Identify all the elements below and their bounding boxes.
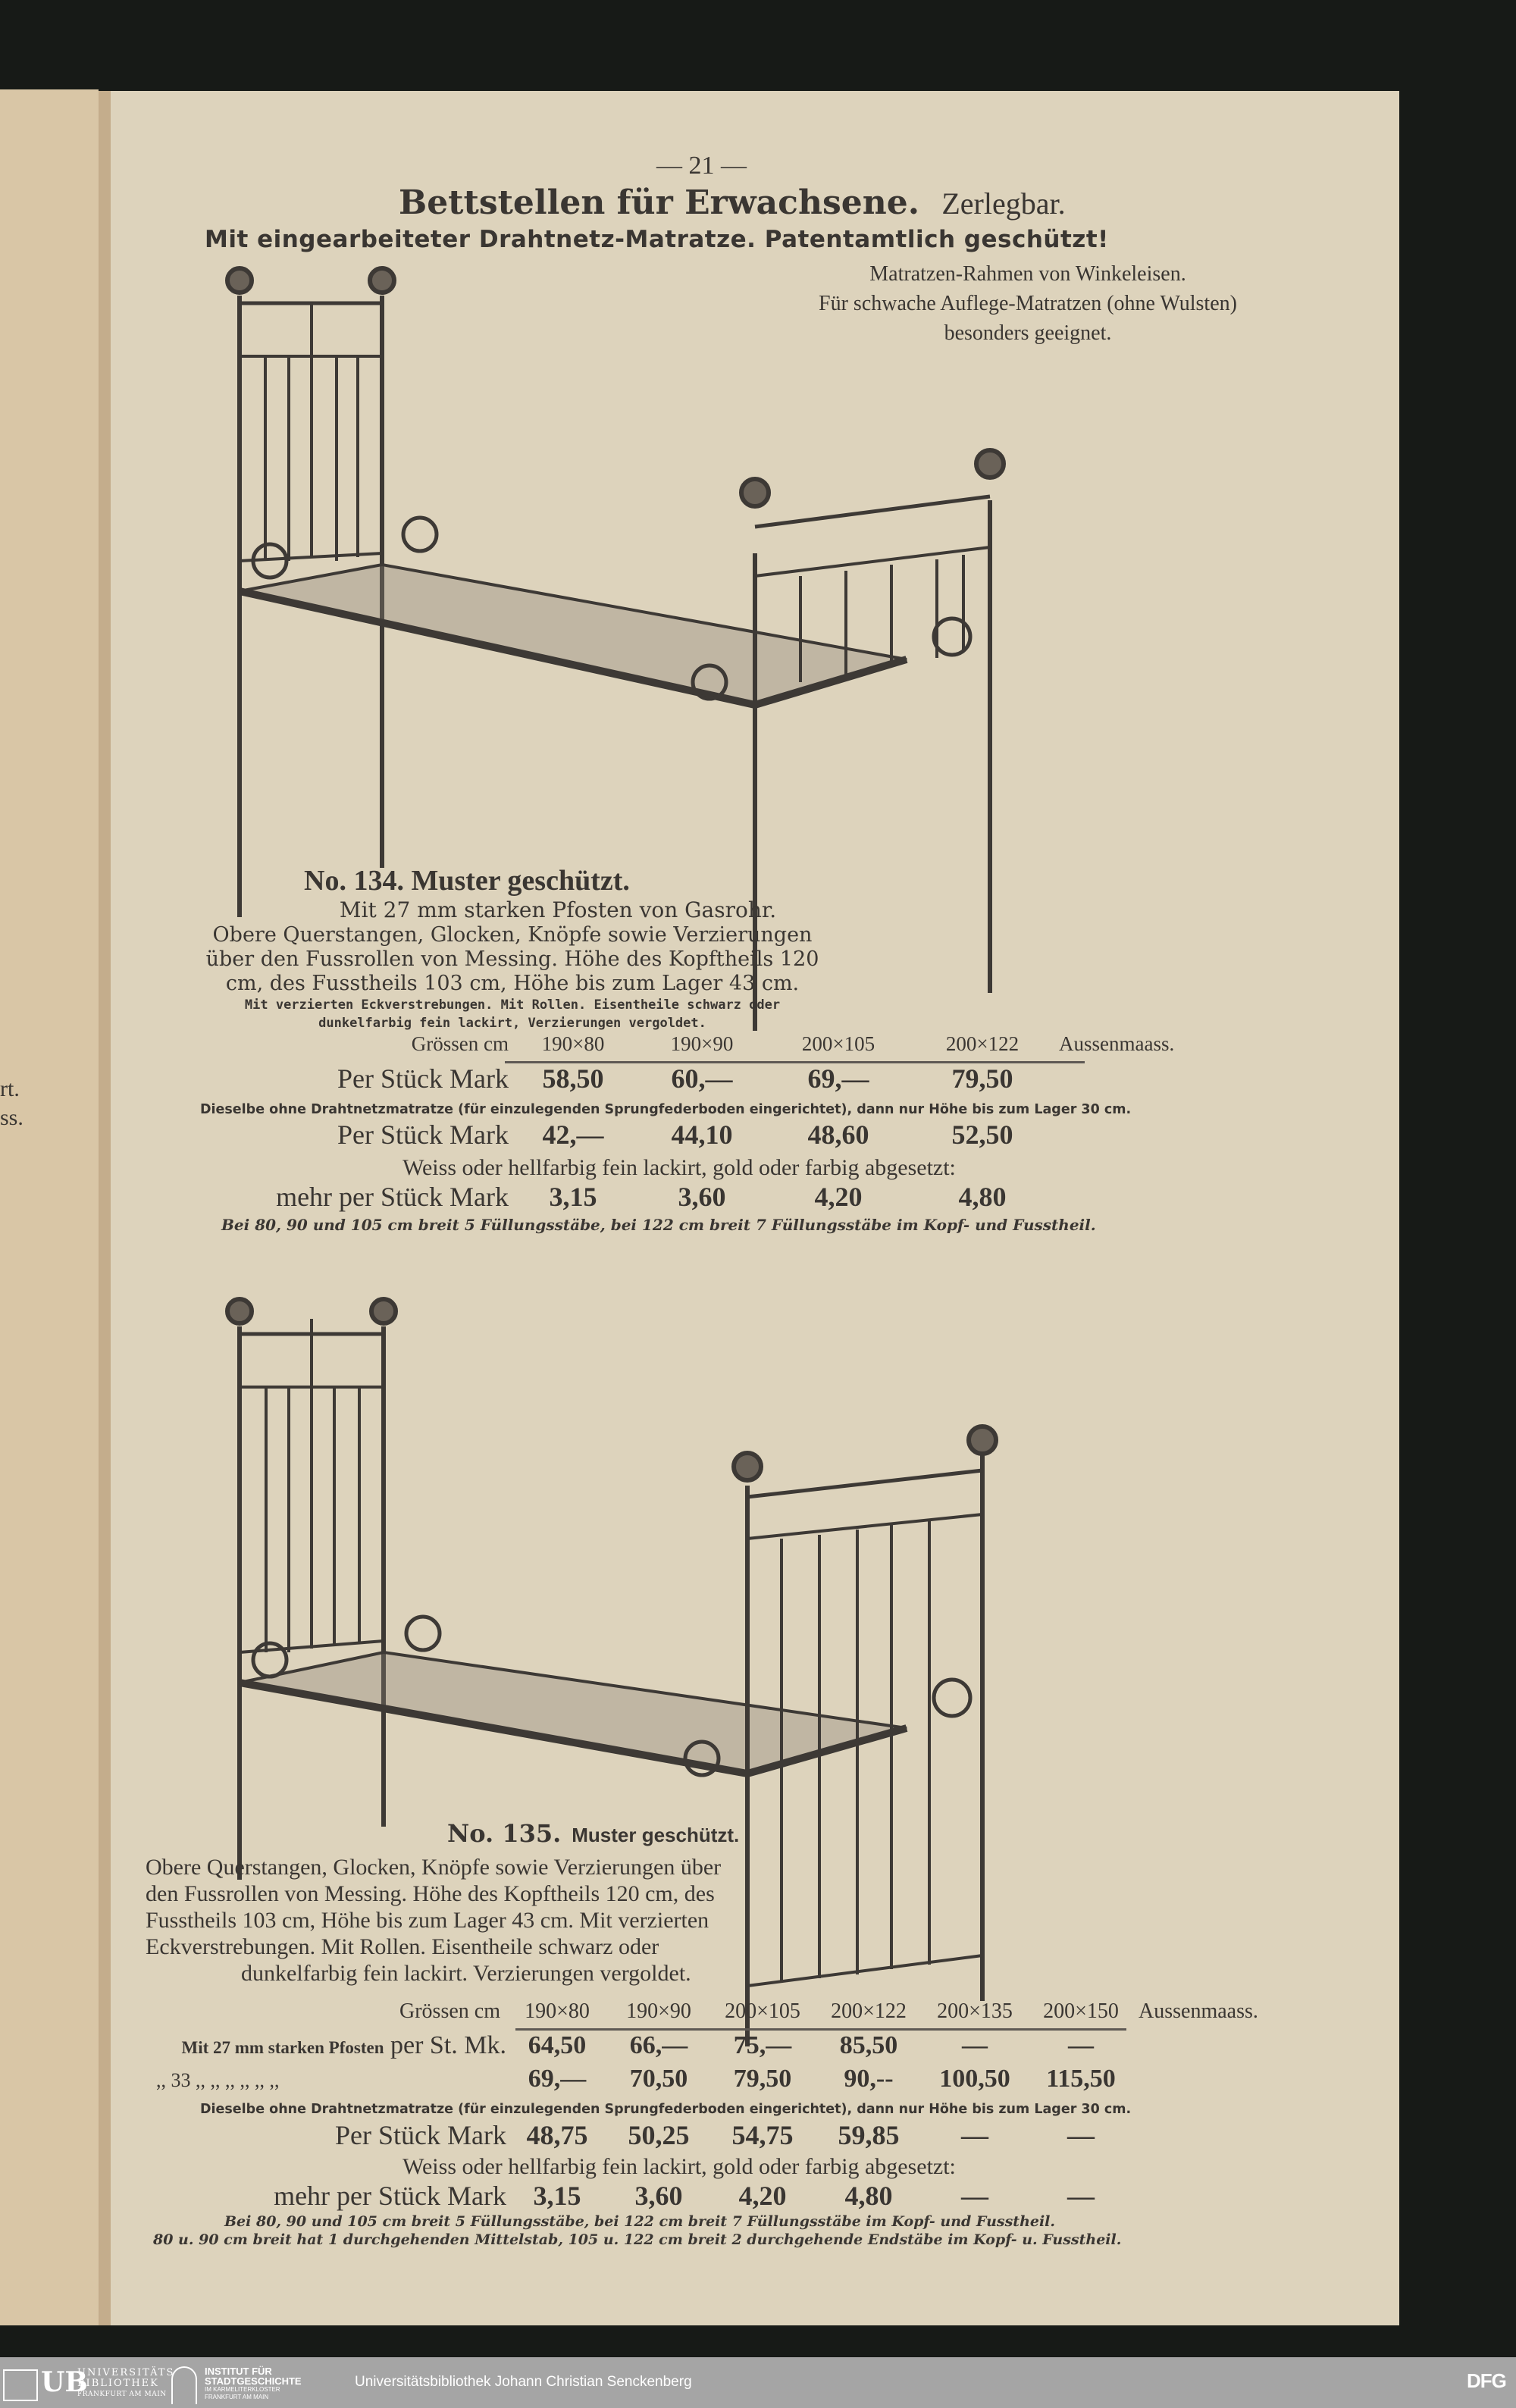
model-135-without-row [221, 2119, 1134, 2151]
bed-knob [734, 1453, 761, 1480]
model-134-price-row [312, 1063, 1054, 1094]
description-line: Obere Querstangen, Glocken, Knöpfe sowie Verzierungen [212, 923, 813, 947]
price-cell: 4,20 [738, 2181, 787, 2211]
model-135-heading-rest: Muster geschützt. [572, 1824, 740, 1846]
price-cell: 69,— [528, 2065, 587, 2093]
description-line: cm, des Fusstheils 103 cm, Höhe bis zum Lager 43 cm. [225, 972, 800, 995]
dfg-logo: DFG [1467, 2369, 1506, 2392]
row-label-small: Mit 27 mm starken Pfosten [181, 2038, 384, 2057]
price-cell: 75,— [733, 2031, 792, 2059]
price-cell: 64,50 [528, 2031, 587, 2059]
institut-logo-text [205, 2366, 302, 2401]
ub-portrait-icon [3, 2369, 38, 2401]
model-134-without-note: Dieselbe ohne Drahtnetzmatratze (für einzulegenden Sprungfederboden eingerichtet), dann nur Höhe bis zum Lager 30 cm. [200, 1102, 1132, 1117]
left-page-fragment: ss. [0, 1105, 23, 1130]
book-gutter [99, 91, 111, 2325]
model-135-without-note: Dieselbe ohne Drahtnetzmatratze (für einzulegenden Sprungfederboden eingerichtet), dann nur Höhe bis zum Lager 30 cm. [200, 2102, 1132, 2117]
size-cell: 190×90 [670, 1032, 734, 1055]
price-cell: 3,60 [634, 2181, 683, 2211]
description-line: den Fussrollen von Messing. Höhe des Kopftheils 120 cm, des [146, 1881, 715, 1906]
model-135-extra-row [146, 2180, 1134, 2212]
model-135-description [146, 1854, 721, 1987]
size-cell: 200×122 [831, 1999, 907, 2023]
price-cell: 42,— [542, 1119, 604, 1150]
model-135-sizes-row [379, 1999, 1258, 2024]
description-line: über den Fussrollen von Messing. Höhe des Kopftheils 120 [205, 947, 819, 971]
price-cell: 90,-- [844, 2065, 894, 2093]
size-cell: 200×135 [937, 1999, 1013, 2023]
price-cell: 59,85 [838, 2120, 900, 2150]
intro-line: besonders geeignet. [944, 321, 1112, 345]
price-label: mehr per Stück Mark [276, 1182, 509, 1212]
price-label: Per Stück Mark [337, 1119, 509, 1150]
description-line: dunkelfarbig fein lackirt. Verzierungen vergoldet. [241, 1961, 691, 1986]
price-cell: 3,60 [678, 1182, 726, 1212]
price-cell: 48,75 [526, 2120, 588, 2150]
price-cell: 79,50 [733, 2065, 792, 2093]
institut-logo-line: FRANKFURT AM MAIN [205, 2394, 269, 2400]
ub-logo-line: UNIVERSITÄTS [77, 2367, 175, 2378]
bed-knob [227, 268, 252, 293]
size-cell: 190×80 [525, 1999, 590, 2023]
page-title [399, 183, 1066, 222]
price-cell: 3,15 [533, 2181, 581, 2211]
size-cell: 200×105 [801, 1032, 875, 1055]
price-cell: 52,50 [951, 1119, 1013, 1150]
price-cell: 4,80 [844, 2181, 893, 2211]
model-135-row-27mm [146, 2031, 1134, 2060]
model-135-footnote: 80 u. 90 cm breit hat 1 durchgehenden Mittelstab, 105 u. 122 cm breit 2 durchgehende Endstäbe im Kopf- u. Fusstheil. [153, 2231, 1122, 2248]
catalog-page [111, 91, 1399, 2325]
model-134-lacquer-note: Weiss oder hellfarbig fein lackirt, gold oder farbig abgesetzt: [402, 1155, 956, 1180]
price-cell: 58,50 [542, 1063, 604, 1094]
intro-line: Für schwache Auflege-Matratzen (ohne Wulsten) [819, 292, 1237, 315]
price-cell: 69,— [807, 1063, 869, 1094]
price-cell: — [961, 2120, 988, 2150]
small-note-line: dunkelfarbig fein lackirt, Verzierungen vergoldet. [318, 1016, 706, 1031]
model-134-footnote: Bei 80, 90 und 105 cm breit 5 Füllungsstäbe, bei 122 cm breit 7 Füllungsstäbe im Kopf- und Fusstheil. [221, 1216, 1096, 1234]
price-cell: 50,25 [628, 2120, 690, 2150]
description-line: Obere Querstangen, Glocken, Knöpfe sowie Verzierungen über [146, 1855, 722, 1880]
institut-logo-line: INSTITUT FÜR [205, 2366, 272, 2377]
page-title-bold: Bettstellen für Erwachsene. [399, 183, 920, 222]
institut-logo-line: IM KARMELITERKLOSTER [205, 2386, 280, 2393]
ub-logo-line: BIBLIOTHEK [77, 2378, 159, 2389]
price-cell: 60,— [671, 1063, 733, 1094]
institut-logo-line: STADTGESCHICHTE [205, 2375, 302, 2387]
price-cell: 115,50 [1046, 2065, 1116, 2093]
page-title-light: Zerlegbar. [941, 186, 1066, 221]
institut-arch-icon [171, 2366, 197, 2404]
left-page-edge [0, 89, 99, 2325]
page-number: — 21 — [656, 152, 747, 180]
footer-bar [0, 2357, 1516, 2408]
description-line: Eckverstrebungen. Mit Rollen. Eisentheile schwarz oder [146, 1934, 659, 1959]
bed-knob [969, 1426, 996, 1454]
price-cell: 100,50 [939, 2065, 1010, 2093]
left-page-fragment: rt. [0, 1076, 20, 1101]
row-label-ditto: ,, 33 ,, ,, ,, ,, ,, ,, [156, 2069, 280, 2091]
price-cell: — [961, 2181, 988, 2211]
price-cell: 54,75 [731, 2120, 794, 2150]
model-134-small-notes [171, 996, 854, 1032]
size-cell: 190×90 [626, 1999, 691, 2023]
model-134-without-row [312, 1119, 1054, 1151]
price-cell: 85,50 [839, 2031, 898, 2059]
bed-knob [227, 1299, 252, 1323]
library-name: Universitätsbibliothek Johann Christian Senckenberg [355, 2374, 692, 2390]
price-cell: 79,50 [951, 1063, 1013, 1094]
price-cell: — [1068, 2031, 1094, 2059]
price-cell: 70,50 [629, 2065, 688, 2093]
model-134-sizes-row [357, 1032, 1174, 1056]
bed-knob [371, 1299, 396, 1323]
model-134-line1: Mit 27 mm starken Pfosten von Gasrohr. [339, 897, 777, 922]
size-cell: 190×80 [541, 1032, 605, 1055]
table-rule [515, 2028, 1126, 2031]
price-label: Per Stück Mark [337, 1063, 509, 1094]
page-subtitle: Mit eingearbeiteter Drahtnetz-Matratze. Patentamtlich geschützt! [205, 226, 1109, 253]
model-135-footnote: Bei 80, 90 und 105 cm breit 5 Füllungsstäbe, bei 122 cm breit 7 Füllungsstäbe im Kopf- und Fusstheil. [224, 2213, 1056, 2230]
row-label [146, 2031, 506, 2060]
size-cell: 200×150 [1043, 1999, 1119, 2023]
model-134-extra-row [266, 1181, 1054, 1213]
model-134-heading: No. 134. Muster geschützt. [304, 865, 630, 897]
sizes-label: Grössen cm [411, 1032, 509, 1055]
size-cell: 200×105 [725, 1999, 800, 2023]
price-cell: 44,10 [671, 1119, 733, 1150]
price-cell: 48,60 [807, 1119, 869, 1150]
price-label: Per Stück Mark [335, 2120, 506, 2150]
description-line: Fusstheils 103 cm, Höhe bis zum Lager 43 cm. Mit verzierten [146, 1908, 709, 1933]
bed-knob [741, 479, 769, 506]
ub-logo-line: FRANKFURT AM MAIN [77, 2391, 167, 2398]
price-label: mehr per Stück Mark [274, 2181, 506, 2211]
price-cell: — [962, 2031, 988, 2059]
bed-knob [370, 268, 394, 293]
price-cell: 66,— [629, 2031, 688, 2059]
size-cell: 200×122 [945, 1032, 1020, 1055]
ub-mark: UB [41, 2366, 88, 2398]
intro-line: Matratzen-Rahmen von Winkeleisen. [869, 262, 1186, 286]
sizes-suffix: Aussenmaass. [1059, 1032, 1175, 1055]
price-cell: — [1067, 2181, 1095, 2211]
model-135-lacquer-note: Weiss oder hellfarbig fein lackirt, gold oder farbig abgesetzt: [402, 2154, 956, 2179]
sizes-label: Grössen cm [399, 1999, 500, 2023]
sizes-suffix: Aussenmaass. [1139, 1999, 1258, 2023]
bed-knob [976, 450, 1004, 478]
model-135-number: No. 135. [447, 1819, 562, 1848]
model-134-description [171, 923, 854, 996]
price-cell: 4,20 [814, 1182, 863, 1212]
small-note-line: Mit verzierten Eckverstrebungen. Mit Rollen. Eisentheile schwarz oder [244, 997, 781, 1013]
price-cell: — [1067, 2120, 1095, 2150]
row-label-main: per St. Mk. [390, 2031, 506, 2059]
price-cell: 4,80 [958, 1182, 1007, 1212]
ub-logo-text [77, 2368, 174, 2400]
model-135-row-33mm [146, 2065, 1134, 2093]
price-cell: 3,15 [549, 1182, 597, 1212]
model-135-heading [447, 1819, 739, 1848]
